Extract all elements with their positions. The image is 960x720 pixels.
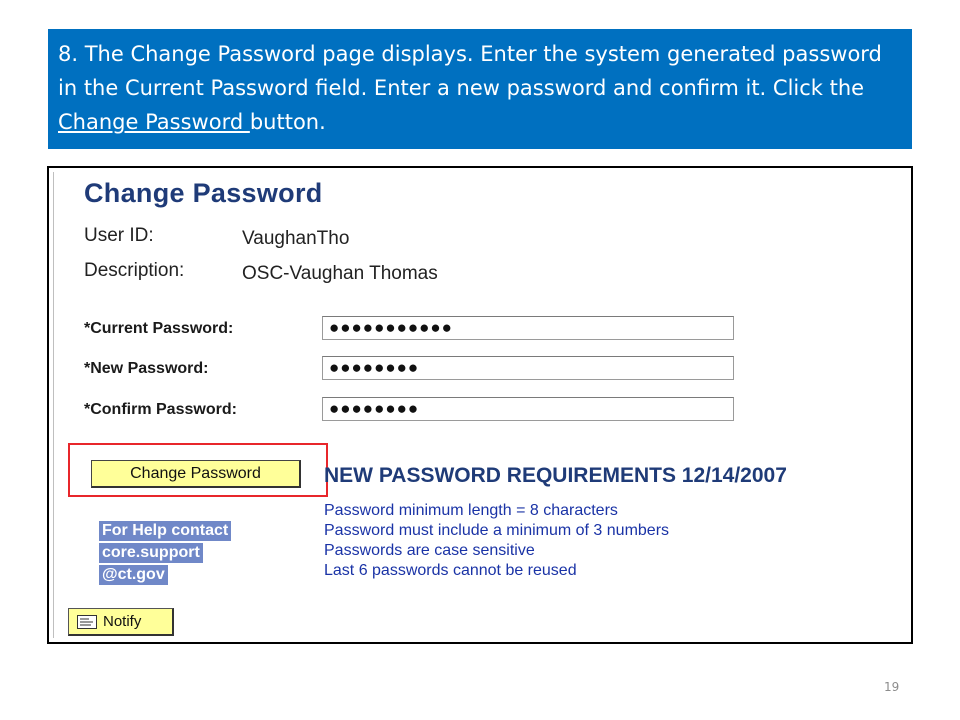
- requirement-line: Password must include a minimum of 3 numbers: [324, 522, 670, 539]
- notify-label: Notify: [103, 613, 142, 630]
- help-contact-line[interactable]: For Help contact: [99, 521, 231, 541]
- description-label: Description:: [84, 260, 185, 281]
- confirm-password-label: *Confirm Password:: [84, 401, 237, 418]
- app-screenshot: [47, 166, 913, 644]
- user-id-label: User ID:: [84, 225, 154, 246]
- instruction-text: 8. The Change Password page displays. Enter the system generated password in the Current Password field. Enter a new password and confirm it. Click the: [58, 42, 882, 100]
- notify-button[interactable]: [68, 608, 174, 636]
- instruction-text-end: button.: [249, 110, 326, 134]
- user-id-value: VaughanTho: [242, 228, 350, 249]
- instruction-banner: [48, 29, 912, 149]
- divider: [53, 172, 54, 638]
- requirements-title: NEW PASSWORD REQUIREMENTS 12/14/2007: [324, 464, 787, 487]
- slide-number: 19: [884, 680, 900, 694]
- requirement-line: Password minimum length = 8 characters: [324, 502, 618, 519]
- page-title: Change Password: [84, 178, 323, 208]
- confirm-password-field[interactable]: ●●●●●●●●: [322, 397, 734, 421]
- new-password-label: *New Password:: [84, 360, 209, 377]
- description-value: OSC-Vaughan Thomas: [242, 263, 438, 284]
- notify-icon: [77, 615, 97, 629]
- change-password-button[interactable]: Change Password: [91, 460, 301, 488]
- current-password-label: *Current Password:: [84, 320, 234, 337]
- current-password-field[interactable]: ●●●●●●●●●●●: [322, 316, 734, 340]
- highlight-box: [68, 443, 328, 497]
- help-contact-line[interactable]: @ct.gov: [99, 565, 168, 585]
- instruction-underlined: Change Password: [58, 110, 250, 134]
- new-password-field[interactable]: ●●●●●●●●: [322, 356, 734, 380]
- requirement-line: Passwords are case sensitive: [324, 542, 535, 559]
- requirement-line: Last 6 passwords cannot be reused: [324, 562, 577, 579]
- help-contact-line[interactable]: core.support: [99, 543, 203, 563]
